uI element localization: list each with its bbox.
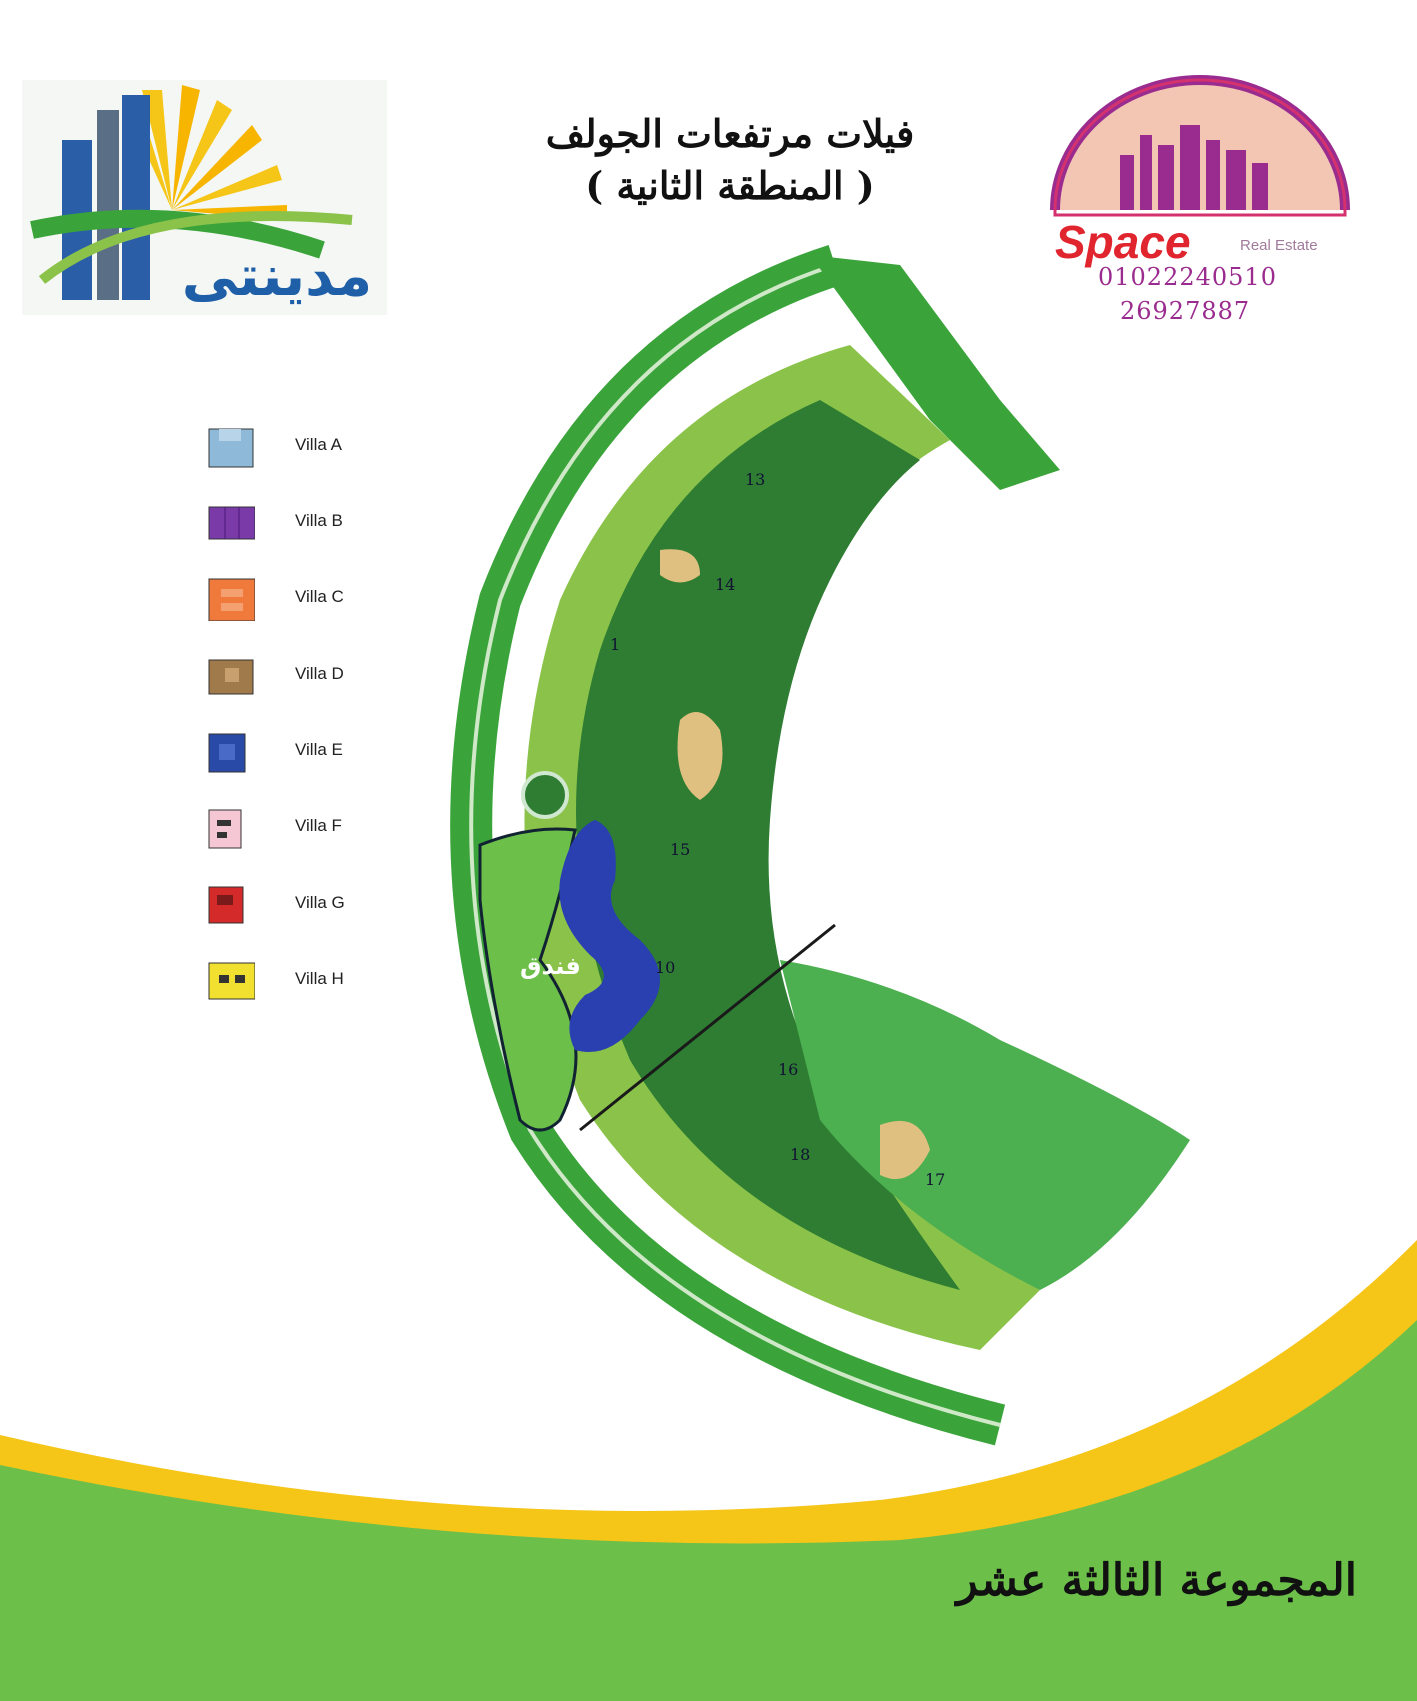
legend-label: Villa D bbox=[295, 664, 344, 683]
hole-number: 1 bbox=[610, 635, 621, 654]
roundabout bbox=[523, 773, 567, 817]
legend-label: Villa H bbox=[295, 969, 344, 988]
legend-label: Villa G bbox=[295, 893, 345, 912]
madinaty-logo-text: مدينتى bbox=[181, 244, 373, 309]
hotel-label: فندق bbox=[520, 952, 581, 980]
footer-swoosh bbox=[0, 1240, 1417, 1701]
hole-number: 17 bbox=[925, 1170, 946, 1189]
space-brand: Space bbox=[1055, 216, 1191, 268]
hole-number: 16 bbox=[778, 1060, 799, 1079]
phone-number-2: 26927887 bbox=[1120, 297, 1251, 325]
hole-number: 14 bbox=[715, 575, 736, 594]
hole-number: 13 bbox=[745, 470, 766, 489]
hole-number: 18 bbox=[790, 1145, 811, 1164]
space-suffix: Real Estate bbox=[1240, 237, 1318, 254]
legend-label: Villa E bbox=[295, 740, 343, 759]
legend-label: Villa F bbox=[295, 816, 342, 835]
legend-label: Villa A bbox=[295, 435, 342, 454]
title-line-1: فيلات مرتفعات الجولف bbox=[545, 111, 915, 156]
group-label: المجموعة الثالثة عشر bbox=[956, 1555, 1357, 1606]
title-line-2: ( المنطقة الثانية ) bbox=[585, 163, 875, 208]
phone-number-1: 01022240510 bbox=[1098, 263, 1277, 291]
hole-number: 15 bbox=[670, 840, 691, 859]
hole-number: 10 bbox=[655, 958, 676, 977]
legend-label: Villa C bbox=[295, 587, 344, 606]
legend-label: Villa B bbox=[295, 511, 343, 530]
